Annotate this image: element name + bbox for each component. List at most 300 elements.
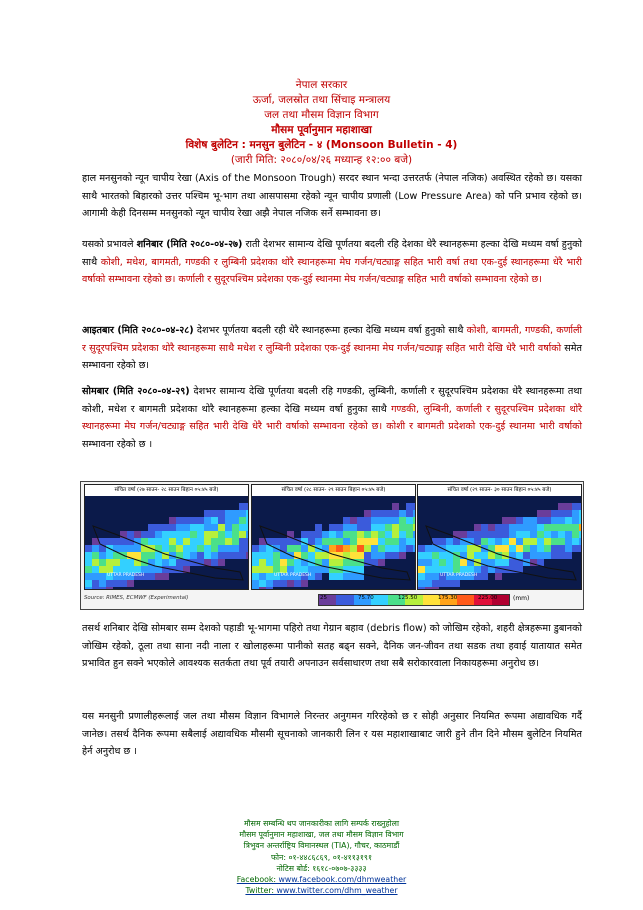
rainfall-cell: [141, 580, 148, 587]
rainfall-cell: [162, 538, 169, 545]
rainfall-cell: [558, 545, 565, 552]
rainfall-cell: [225, 587, 232, 589]
rainfall-cell: [385, 587, 392, 589]
rainfall-cell: [148, 531, 155, 538]
rainfall-cell: [218, 510, 225, 517]
rainfall-cell: [385, 559, 392, 566]
rainfall-cell: [364, 524, 371, 531]
rainfall-cell: [322, 503, 329, 510]
rainfall-cell: [259, 517, 266, 524]
rainfall-cell: [509, 566, 516, 573]
rainfall-cell: [246, 552, 248, 559]
rainfall-cell: [474, 496, 481, 503]
rainfall-cell: [273, 580, 280, 587]
rainfall-cell: [141, 503, 148, 510]
rainfall-cell: [537, 545, 544, 552]
rainfall-cell: [120, 545, 127, 552]
rainfall-cell: [385, 503, 392, 510]
rainfall-cell: [211, 559, 218, 566]
rainfall-cell: [509, 510, 516, 517]
rainfall-cell: [572, 559, 579, 566]
rainfall-cell: [579, 566, 581, 573]
rainfall-cell: [106, 559, 113, 566]
rainfall-cell: [392, 538, 399, 545]
rainfall-cell: [99, 503, 106, 510]
contact-address: त्रिभुवन अन्तर्राष्ट्रिय विमानस्थल (TIA), गौचर, काठमाडौं: [243, 841, 400, 851]
rainfall-cell: [190, 545, 197, 552]
rainfall-cell: [509, 559, 516, 566]
rainfall-cell: [406, 531, 413, 538]
division-name: मौसम पूर्वानुमान महाशाखा: [271, 124, 372, 136]
rainfall-cell: [106, 503, 113, 510]
rainfall-cell: [371, 517, 378, 524]
rainfall-cell: [453, 580, 460, 587]
rainfall-cell: [364, 580, 371, 587]
rainfall-cell: [446, 510, 453, 517]
rainfall-cell: [488, 496, 495, 503]
rainfall-cell: [204, 580, 211, 587]
rainfall-cell: [225, 496, 232, 503]
rainfall-cell: [516, 552, 523, 559]
risk-paragraph: तसर्थ शनिबार देखि सोमबार सम्म देशको पहाडी भू-भागमा पहिरो तथा गेग्रान बहाव (debris flow) को जोखिम रहेको, शहरी क्षेत्रहरूमा डुबानको जोखिम रहेको, ठूला तथा साना नदी नाला र खोलाहरूमा पानीको सतह बढ्न सक्ने, दैनिक जन-जीवन तथा सडक तथा हवाई यातायात समेत प्रभावित हुन सक्ने भएकोले आवश्यक सतर्कता तथा पूर्व तयारी अपनाउन सर्वसाधारण तथा सबै सरोकारवाला निकायहरूमा अनुरोध छ।: [82, 623, 582, 670]
rainfall-cell: [544, 510, 551, 517]
rainfall-cell: [106, 587, 113, 589]
contact-division: मौसम पूर्वानुमान महाशाखा, जल तथा मौसम विज्ञान विभाग: [239, 830, 404, 840]
rainfall-map-image: [252, 496, 415, 589]
rainfall-cell: [176, 531, 183, 538]
rainfall-cell: [460, 559, 467, 566]
rainfall-cell: [218, 538, 225, 545]
rainfall-cell: [225, 531, 232, 538]
facebook-label: Facebook:: [236, 874, 279, 884]
rainfall-cell: [481, 580, 488, 587]
rainfall-cell: [481, 587, 488, 589]
rainfall-cell: [544, 587, 551, 589]
rainfall-cell: [287, 496, 294, 503]
rainfall-cell: [106, 524, 113, 531]
rainfall-cell: [432, 566, 439, 573]
rainfall-cell: [460, 510, 467, 517]
rainfall-cell: [439, 524, 446, 531]
rainfall-cell: [378, 559, 385, 566]
rainfall-cell: [148, 510, 155, 517]
rainfall-cell: [474, 552, 481, 559]
rainfall-cell: [460, 587, 467, 589]
rainfall-cell: [259, 545, 266, 552]
rainfall-cell: [392, 545, 399, 552]
rainfall-cell: [204, 517, 211, 524]
rainfall-cell: [572, 587, 579, 589]
rainfall-cell: [399, 538, 406, 545]
rainfall-cell: [197, 496, 204, 503]
rainfall-cell: [99, 573, 106, 580]
rainfall-cell: [488, 517, 495, 524]
rainfall-cell: [197, 510, 204, 517]
rainfall-cell: [120, 587, 127, 589]
rainfall-cell: [155, 552, 162, 559]
rainfall-cell: [329, 524, 336, 531]
rainfall-cell: [432, 517, 439, 524]
rainfall-cell: [308, 552, 315, 559]
rainfall-cell: [287, 510, 294, 517]
rainfall-cell: [392, 517, 399, 524]
rainfall-cell: [565, 510, 572, 517]
rainfall-cell: [336, 531, 343, 538]
rainfall-cell: [537, 531, 544, 538]
rainfall-cell: [183, 510, 190, 517]
rainfall-cell: [413, 517, 415, 524]
rainfall-cell: [197, 524, 204, 531]
rainfall-cell: [336, 496, 343, 503]
rainfall-cell: [176, 510, 183, 517]
rainfall-cell: [364, 545, 371, 552]
rainfall-cell: [127, 545, 134, 552]
rainfall-cell: [301, 524, 308, 531]
rainfall-cell: [488, 573, 495, 580]
rainfall-cell: [336, 524, 343, 531]
rainfall-cell: [399, 552, 406, 559]
rainfall-cell: [252, 517, 259, 524]
rainfall-cell: [551, 559, 558, 566]
rainfall-cell: [183, 545, 190, 552]
colorbar-unit: (mm): [513, 595, 530, 602]
rainfall-cell: [252, 552, 259, 559]
rainfall-cell: [266, 510, 273, 517]
rainfall-cell: [148, 580, 155, 587]
region-label: UTTAR PRADESH: [440, 573, 478, 578]
rainfall-cell: [85, 496, 92, 503]
rainfall-cell: [308, 510, 315, 517]
rainfall-cell: [343, 503, 350, 510]
rainfall-cell: [190, 496, 197, 503]
rainfall-cell: [453, 496, 460, 503]
rainfall-cell: [329, 559, 336, 566]
rainfall-cell: [127, 580, 134, 587]
rainfall-cell: [232, 587, 239, 589]
rainfall-cell: [399, 587, 406, 589]
rainfall-cell: [239, 587, 246, 589]
rainfall-cell: [99, 531, 106, 538]
rainfall-cell: [413, 552, 415, 559]
rainfall-cell: [537, 510, 544, 517]
rainfall-cell: [294, 510, 301, 517]
rainfall-cell: [259, 496, 266, 503]
rainfall-cell: [211, 552, 218, 559]
rainfall-cell: [413, 545, 415, 552]
rainfall-cell: [120, 503, 127, 510]
facebook-row: [0, 874, 643, 885]
rainfall-cell: [336, 559, 343, 566]
rainfall-cell: [432, 573, 439, 580]
rainfall-cell: [155, 496, 162, 503]
rainfall-cell: [502, 587, 509, 589]
rainfall-cell: [273, 510, 280, 517]
rainfall-cell: [106, 517, 113, 524]
rainfall-cell: [364, 496, 371, 503]
rainfall-cell: [565, 587, 572, 589]
rainfall-cell: [113, 517, 120, 524]
rainfall-cell: [413, 496, 415, 503]
rainfall-cell: [544, 580, 551, 587]
rainfall-cell: [315, 524, 322, 531]
rainfall-cell: [322, 538, 329, 545]
rainfall-cell: [579, 524, 581, 531]
rainfall-cell: [399, 531, 406, 538]
rainfall-cell: [197, 503, 204, 510]
facebook-link[interactable]: www.facebook.com/dhmweather: [278, 874, 407, 884]
rainfall-cell: [453, 517, 460, 524]
rainfall-cell: [301, 566, 308, 573]
rainfall-cell: [280, 580, 287, 587]
rainfall-cell: [106, 566, 113, 573]
rainfall-cell: [378, 503, 385, 510]
rainfall-cell: [294, 545, 301, 552]
rainfall-cell: [558, 510, 565, 517]
rainfall-cell: [544, 559, 551, 566]
rainfall-cell: [523, 580, 530, 587]
twitter-label: Twitter:: [245, 886, 277, 896]
rainfall-cell: [385, 580, 392, 587]
rainfall-cell: [432, 496, 439, 503]
rainfall-cell: [572, 538, 579, 545]
rainfall-cell: [106, 552, 113, 559]
rainfall-cell: [85, 587, 92, 589]
rainfall-cell: [446, 496, 453, 503]
rainfall-cell: [273, 552, 280, 559]
rainfall-cell: [280, 503, 287, 510]
rainfall-cell: [246, 566, 248, 573]
rainfall-cell: [218, 559, 225, 566]
rainfall-cell: [148, 552, 155, 559]
rainfall-cell: [481, 531, 488, 538]
rainfall-cell: [509, 531, 516, 538]
rainfall-cell: [343, 580, 350, 587]
rainfall-cell: [239, 580, 246, 587]
rainfall-cell: [446, 517, 453, 524]
rainfall-cell: [544, 573, 551, 580]
rainfall-cell: [523, 552, 530, 559]
rainfall-cell: [467, 580, 474, 587]
rainfall-cell: [357, 538, 364, 545]
rainfall-cell: [516, 517, 523, 524]
rainfall-cell: [315, 517, 322, 524]
rainfall-cell: [385, 552, 392, 559]
rainfall-cell: [315, 587, 322, 589]
rainfall-cell: [399, 496, 406, 503]
rainfall-cell: [218, 587, 225, 589]
rainfall-cell: [259, 587, 266, 589]
rainfall-cell: [127, 503, 134, 510]
rainfall-cell: [113, 559, 120, 566]
rainfall-cell: [579, 531, 581, 538]
rainfall-cell: [406, 587, 413, 589]
rainfall-cell: [378, 580, 385, 587]
rainfall-cell: [329, 517, 336, 524]
rainfall-cell: [225, 559, 232, 566]
rainfall-cell: [495, 503, 502, 510]
rainfall-cell: [399, 545, 406, 552]
rainfall-cell: [495, 517, 502, 524]
rainfall-cell: [467, 552, 474, 559]
rainfall-cell: [252, 566, 259, 573]
rainfall-cell: [99, 496, 106, 503]
rainfall-cell: [134, 496, 141, 503]
rainfall-cell: [364, 552, 371, 559]
rainfall-cell: [127, 566, 134, 573]
rainfall-cell: [162, 580, 169, 587]
rainfall-cell: [502, 524, 509, 531]
rainfall-cell: [120, 496, 127, 503]
rainfall-cell: [530, 496, 537, 503]
rainfall-cell: [558, 580, 565, 587]
rainfall-cell: [551, 552, 558, 559]
rainfall-cell: [92, 587, 99, 589]
rainfall-cell: [474, 538, 481, 545]
rainfall-cell: [509, 545, 516, 552]
rainfall-cell: [537, 552, 544, 559]
rainfall-cell: [537, 538, 544, 545]
rainfall-cell: [169, 580, 176, 587]
figure-source: Source: RIMES, ECMWF (Experimental): [84, 595, 189, 601]
rainfall-cell: [99, 552, 106, 559]
rainfall-cell: [509, 503, 516, 510]
rainfall-cell: [357, 580, 364, 587]
sunday-plain: देशभर पूर्णतया बदली रही धेरै स्थानहरूमा हल्का देखि मध्यम वर्षा हुनुको साथै: [193, 325, 467, 336]
rainfall-cell: [495, 566, 502, 573]
rainfall-cell: [273, 538, 280, 545]
rainfall-cell: [406, 517, 413, 524]
rainfall-cell: [239, 503, 246, 510]
rainfall-cell: [446, 566, 453, 573]
rainfall-cell: [413, 538, 415, 545]
rainfall-cell: [378, 538, 385, 545]
rainfall-cell: [392, 531, 399, 538]
rainfall-cell: [530, 545, 537, 552]
rainfall-cell: [162, 559, 169, 566]
rainfall-cell: [336, 538, 343, 545]
rainfall-cell: [176, 580, 183, 587]
rainfall-cell: [134, 545, 141, 552]
rainfall-cell: [350, 545, 357, 552]
rainfall-cell: [266, 580, 273, 587]
rainfall-cell: [190, 524, 197, 531]
rainfall-cell: [406, 524, 413, 531]
rainfall-cell: [113, 580, 120, 587]
rainfall-cell: [371, 538, 378, 545]
rainfall-cell: [252, 531, 259, 538]
rainfall-cell: [308, 566, 315, 573]
rainfall-cell: [572, 524, 579, 531]
rainfall-cell: [280, 559, 287, 566]
rainfall-cell: [239, 517, 246, 524]
rainfall-cell: [406, 545, 413, 552]
rainfall-cell: [246, 503, 248, 510]
rainfall-cell: [481, 503, 488, 510]
rainfall-cell: [287, 517, 294, 524]
rainfall-cell: [85, 552, 92, 559]
rainfall-cell: [432, 580, 439, 587]
rainfall-cell: [225, 552, 232, 559]
rainfall-cell: [509, 587, 516, 589]
rainfall-cell: [315, 580, 322, 587]
rainfall-cell: [134, 552, 141, 559]
rainfall-cell: [530, 531, 537, 538]
rainfall-cell: [418, 559, 425, 566]
rainfall-cell: [364, 538, 371, 545]
rainfall-cell: [336, 503, 343, 510]
rainfall-cell: [183, 524, 190, 531]
rainfall-cell: [425, 510, 432, 517]
rainfall-cell: [266, 496, 273, 503]
rainfall-cell: [155, 517, 162, 524]
rainfall-cell: [183, 573, 190, 580]
rainfall-cell: [169, 573, 176, 580]
rainfall-cell: [252, 524, 259, 531]
government-name: नेपाल सरकार: [295, 79, 348, 91]
rainfall-cell: [232, 559, 239, 566]
monday-warning: गण्डकी, लुम्बिनी, कर्णाली र सुदूरपश्चिम प्रदेशका थोरै स्थानहरूमा मेघ गर्जन/चट्याङ्ग सहित भारी देखि धेरै भारी वर्षाको सम्भावना रहेको छ। कोशी र बागमती प्रदेशको एक-दुई स्थानमा भारी वर्षाको: [82, 403, 583, 433]
rainfall-cell: [551, 510, 558, 517]
rainfall-cell: [225, 545, 232, 552]
rainfall-cell: [509, 496, 516, 503]
rainfall-cell: [252, 538, 259, 545]
rainfall-cell: [406, 580, 413, 587]
rainfall-cell: [266, 587, 273, 589]
rainfall-cell: [516, 496, 523, 503]
rainfall-cell: [551, 587, 558, 589]
intro-paragraph: हाल मनसुनको न्यून चापीय रेखा (Axis of the Monsoon Trough) सरदर स्थान भन्दा उत्तरतर्फ (नेपाल नजिक) अवस्थित रहेको छ। यसका साथै भारतको बिहारको उत्तर पश्चिम भू-भाग तथा आसपासमा रहेको न्यून चापीय प्रणाली (Low Pressure Area) को पनि प्रभाव रहेको छ। आगामी केही दिनसम्म मनसुनको न्यून चापीय रेखा अझै नेपाल नजिक सर्ने सम्भावना छ।: [82, 173, 582, 220]
rainfall-cell: [211, 573, 218, 580]
rainfall-cell: [127, 517, 134, 524]
rainfall-cell: [495, 580, 502, 587]
rainfall-cell: [225, 524, 232, 531]
rainfall-cell: [343, 524, 350, 531]
rainfall-cell: [92, 573, 99, 580]
rainfall-cell: [162, 510, 169, 517]
rainfall-cell: [364, 587, 371, 589]
rainfall-cell: [371, 510, 378, 517]
rainfall-cell: [259, 559, 266, 566]
rainfall-cell: [481, 524, 488, 531]
rainfall-cell: [246, 531, 248, 538]
saturday-lead: यसको प्रभावले: [82, 239, 137, 250]
rainfall-cell: [495, 510, 502, 517]
rainfall-cell: [378, 573, 385, 580]
rainfall-cell: [155, 587, 162, 589]
rainfall-cell: [127, 587, 134, 589]
rainfall-cell: [572, 496, 579, 503]
rainfall-cell: [155, 580, 162, 587]
rainfall-cell: [474, 580, 481, 587]
rainfall-cell: [523, 496, 530, 503]
rainfall-cell: [439, 580, 446, 587]
rainfall-cell: [252, 510, 259, 517]
twitter-link[interactable]: www.twitter.com/dhm_weather: [276, 886, 398, 896]
rainfall-forecast-figure: [80, 481, 584, 610]
rainfall-cell: [537, 503, 544, 510]
rainfall-cell: [246, 510, 248, 517]
rainfall-cell: [551, 538, 558, 545]
rainfall-cell: [232, 545, 239, 552]
rainfall-cell: [516, 545, 523, 552]
contact-notice-board: नोटिस बोर्ड: १६१८-०७०७-३३३३: [276, 863, 367, 873]
rainfall-cell: [127, 496, 134, 503]
rainfall-cell: [225, 510, 232, 517]
rainfall-cell: [495, 538, 502, 545]
rainfall-cell: [315, 496, 322, 503]
rainfall-cell: [558, 587, 565, 589]
rainfall-cell: [92, 545, 99, 552]
